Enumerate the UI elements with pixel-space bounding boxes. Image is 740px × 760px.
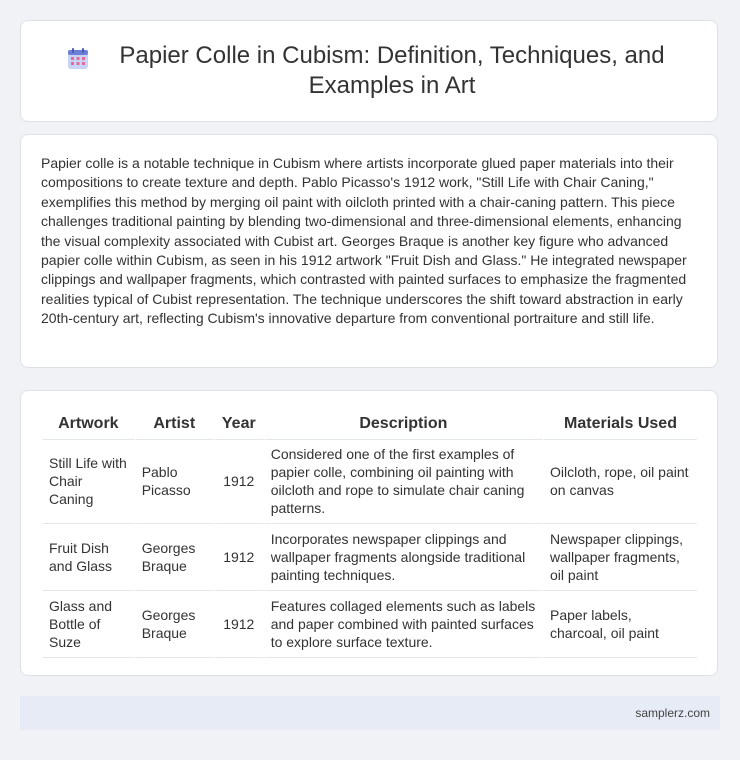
header-artwork: Artwork	[43, 413, 136, 440]
cell-artwork: Fruit Dish and Glass	[43, 524, 136, 591]
table-header-row	[43, 413, 697, 440]
cell-year: 1912	[215, 591, 265, 658]
table-card	[20, 390, 718, 676]
cell-artist: Pablo Picasso	[136, 440, 215, 524]
intro-card	[20, 134, 718, 368]
cell-materials: Oilcloth, rope, oil paint on canvas	[544, 440, 697, 524]
header-year: Year	[215, 413, 265, 440]
header-description: Description	[265, 413, 544, 440]
intro-paragraph: Papier colle is a notable technique in Cubism where artists incorporate glued paper materials into their compositions to create texture and depth. Pablo Picasso's 1912 work, "Still Life with Chair Caning," exemplifies this method by merging oil paint with oilcloth printed with a chair-caning pattern. This piece challenges traditional painting by blending two-dimensional and three-dimensional elements, enhancing the visual complexity associated with Cubist art. Georges Braque is another key figure who advanced papier colle within Cubism, as seen in his 1912 artwork "Fruit Dish and Glass." He integrated newspaper clippings and wallpaper fragments, which contrasted with painted surfaces to emphasize the fragmented realities typical of Cubist representation. The technique underscores the shift toward abstraction in early 20th-century art, reflecting Cubism's innovative departure from conventional portraiture and still life.	[41, 155, 687, 327]
table-row	[43, 591, 697, 658]
cell-description: Incorporates newspaper clippings and wallpaper fragments alongside traditional painting techniques.	[265, 524, 544, 591]
cell-description: Considered one of the first examples of papier colle, combining oil painting with oilcloth and rope to simulate chair caning patterns.	[265, 440, 544, 524]
cell-artwork: Glass and Bottle of Suze	[43, 591, 136, 658]
table-row	[43, 524, 697, 591]
artworks-table	[43, 413, 697, 658]
title-card	[20, 20, 718, 122]
cell-artwork: Still Life with Chair Caning	[43, 440, 136, 524]
footer-bar	[20, 696, 720, 730]
table-row	[43, 440, 697, 524]
cell-artist: Georges Braque	[136, 591, 215, 658]
calendar-icon	[66, 47, 90, 71]
header-artist: Artist	[136, 413, 215, 440]
cell-year: 1912	[215, 440, 265, 524]
cell-materials: Newspaper clippings, wallpaper fragments, oil paint	[544, 524, 697, 591]
page-title: Papier Colle in Cubism: Definition, Techniques, and Examples in Art	[119, 42, 665, 99]
cell-year: 1912	[215, 524, 265, 591]
footer-site-link[interactable]: samplerz.com	[635, 706, 710, 720]
cell-materials: Paper labels, charcoal, oil paint	[544, 591, 697, 658]
title-row	[59, 41, 679, 101]
cell-description: Features collaged elements such as labels and paper combined with painted surfaces to explore surface texture.	[265, 591, 544, 658]
cell-artist: Georges Braque	[136, 524, 215, 591]
header-materials: Materials Used	[544, 413, 697, 440]
